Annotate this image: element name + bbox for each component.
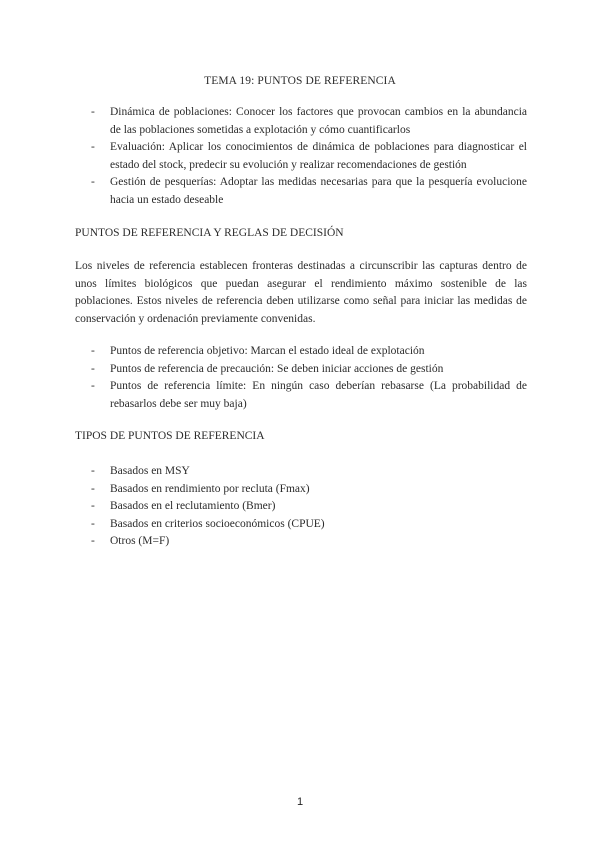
intro-item-gestion: - Gestión de pesquerías: Adoptar las medidas necesarias para que la pesquería evolucione hacia un estado deseable	[75, 174, 527, 209]
section1-list-container	[75, 343, 527, 413]
list-item-precaucion: - Puntos de referencia de precaución: Se deben iniciar acciones de gestión	[75, 361, 527, 379]
list-item-fmax: - Basados en rendimiento por recluta (Fmax)	[75, 481, 527, 499]
reference-points-list	[75, 343, 527, 413]
list-item-otros: - Otros (M=F)	[75, 533, 527, 551]
section2-list-container	[75, 463, 527, 551]
intro-item-dinamica: - Dinámica de poblaciones: Conocer los factores que provocan cambios en la abundancia de las poblaciones sometidas a explotación y cómo cuantificarlos	[75, 104, 527, 139]
list-item-bmer: - Basados en el reclutamiento (Bmer)	[75, 498, 527, 516]
section2-heading: TIPOS DE PUNTOS DE REFERENCIA	[75, 430, 265, 442]
reference-types-list	[75, 463, 527, 551]
document-title: TEMA 19: PUNTOS DE REFERENCIA	[204, 75, 396, 87]
section1-paragraph: Los niveles de referencia establecen fronteras destinadas a circunscribir las capturas dentro de unos límites biológicos que puedan asegurar el rendimiento máximo sostenible de las poblaciones. Estos niveles de referencia deben utilizarse como señal para iniciar las medidas de conservación y ordenación previamente convenidas.	[75, 260, 527, 325]
intro-item-evaluacion: - Evaluación: Aplicar los conocimientos de dinámica de poblaciones para diagnosticar el estado del stock, predecir su evolución y realizar recomendaciones de gestión	[75, 139, 527, 174]
section1-heading: PUNTOS DE REFERENCIA Y REGLAS DE DECISIÓN	[75, 227, 344, 239]
intro-list-container	[75, 104, 527, 210]
list-item-msy: - Basados en MSY	[75, 463, 527, 481]
list-item-limite: - Puntos de referencia límite: En ningún caso deberían rebasarse (La probabilidad de rebasarlos debe ser muy baja)	[75, 378, 527, 413]
intro-list	[75, 104, 527, 210]
list-item-cpue: - Basados en criterios socioeconómicos (CPUE)	[75, 516, 527, 534]
list-item-objetivo: - Puntos de referencia objetivo: Marcan el estado ideal de explotación	[75, 343, 527, 361]
page-number: 1	[296, 796, 304, 808]
